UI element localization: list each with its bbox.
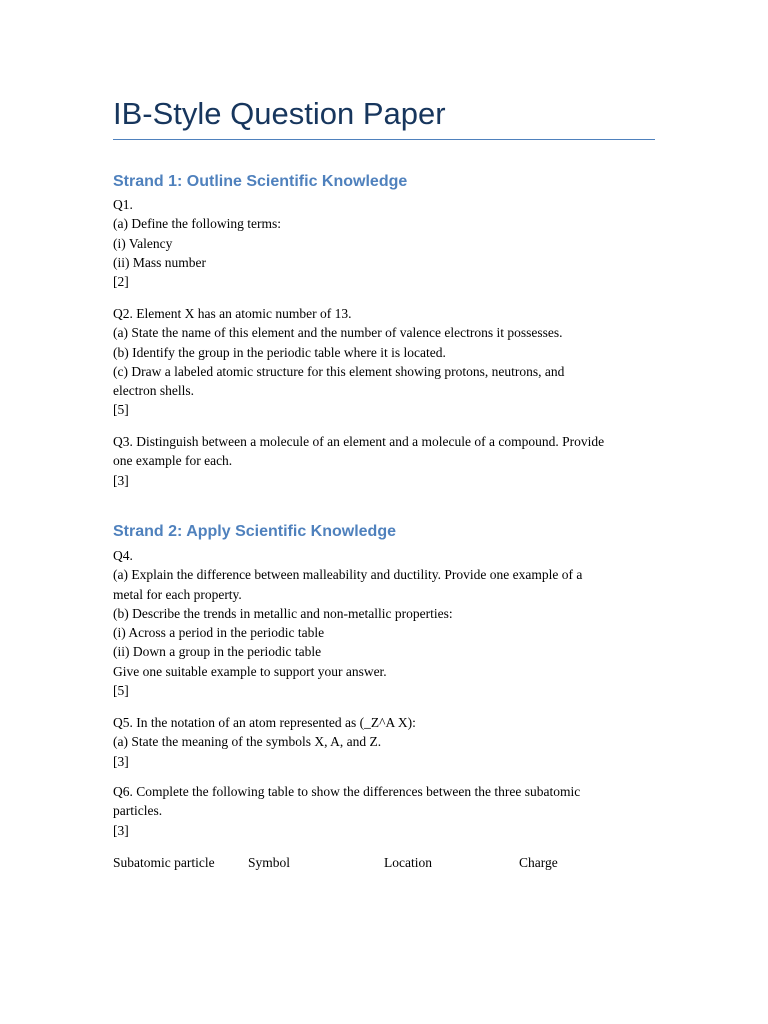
page-title: IB-Style Question Paper bbox=[113, 96, 446, 131]
question-line: particles. bbox=[113, 803, 163, 819]
question-6 bbox=[113, 782, 655, 840]
question-line: (a) State the meaning of the symbols X, A, and Z. bbox=[113, 734, 382, 750]
question-3 bbox=[113, 432, 655, 490]
question-line: Q5. In the notation of an atom represented as (_Z^A X): bbox=[113, 715, 416, 730]
question-line: (a) State the name of this element and the number of valence electrons it possesses. bbox=[113, 325, 563, 341]
table-header-symbol: Symbol bbox=[248, 855, 291, 870]
marks-label: [3] bbox=[113, 472, 129, 488]
question-line: (b) Describe the trends in metallic and non-metallic properties: bbox=[113, 605, 453, 621]
table-header-subatomic-particle: Subatomic particle bbox=[113, 855, 215, 870]
title-underline bbox=[113, 139, 655, 140]
marks-label: [5] bbox=[113, 683, 129, 699]
table-header-charge: Charge bbox=[519, 855, 558, 870]
question-line: Give one suitable example to support your answer. bbox=[113, 663, 387, 679]
question-5 bbox=[113, 713, 655, 771]
question-line: electron shells. bbox=[113, 383, 194, 399]
question-line: (a) Explain the difference between malleability and ductility. Provide one example of a bbox=[113, 567, 583, 583]
marks-label: [3] bbox=[113, 822, 129, 838]
question-2 bbox=[113, 304, 655, 420]
question-line: Q2. Element X has an atomic number of 13. bbox=[113, 306, 352, 321]
question-line: (ii) Mass number bbox=[113, 254, 206, 270]
question-4 bbox=[113, 546, 655, 700]
question-line: Q4. bbox=[113, 548, 133, 563]
strand-1-heading: Strand 1: Outline Scientific Knowledge bbox=[113, 173, 408, 190]
question-line: (c) Draw a labeled atomic structure for this element showing protons, neutrons, and bbox=[113, 363, 565, 379]
marks-label: [2] bbox=[113, 274, 129, 290]
question-line: metal for each property. bbox=[113, 586, 242, 602]
table-header-location: Location bbox=[384, 855, 432, 870]
question-line: (i) Across a period in the periodic table bbox=[113, 625, 325, 641]
question-1 bbox=[113, 195, 655, 291]
strand-2-heading: Strand 2: Apply Scientific Knowledge bbox=[113, 523, 396, 540]
question-line: one example for each. bbox=[113, 453, 233, 469]
marks-label: [3] bbox=[113, 753, 129, 769]
question-line: (i) Valency bbox=[113, 235, 173, 251]
marks-label: [5] bbox=[113, 402, 129, 418]
question-line: (ii) Down a group in the periodic table bbox=[113, 644, 322, 660]
question-line: (b) Identify the group in the periodic table where it is located. bbox=[113, 344, 446, 360]
question-line: (a) Define the following terms: bbox=[113, 216, 281, 232]
subatomic-table-header bbox=[113, 853, 655, 873]
question-line: Q3. Distinguish between a molecule of an element and a molecule of a compound. Provide bbox=[113, 434, 605, 449]
question-line: Q6. Complete the following table to show the differences between the three subatomic bbox=[113, 784, 581, 799]
question-line: Q1. bbox=[113, 197, 133, 212]
